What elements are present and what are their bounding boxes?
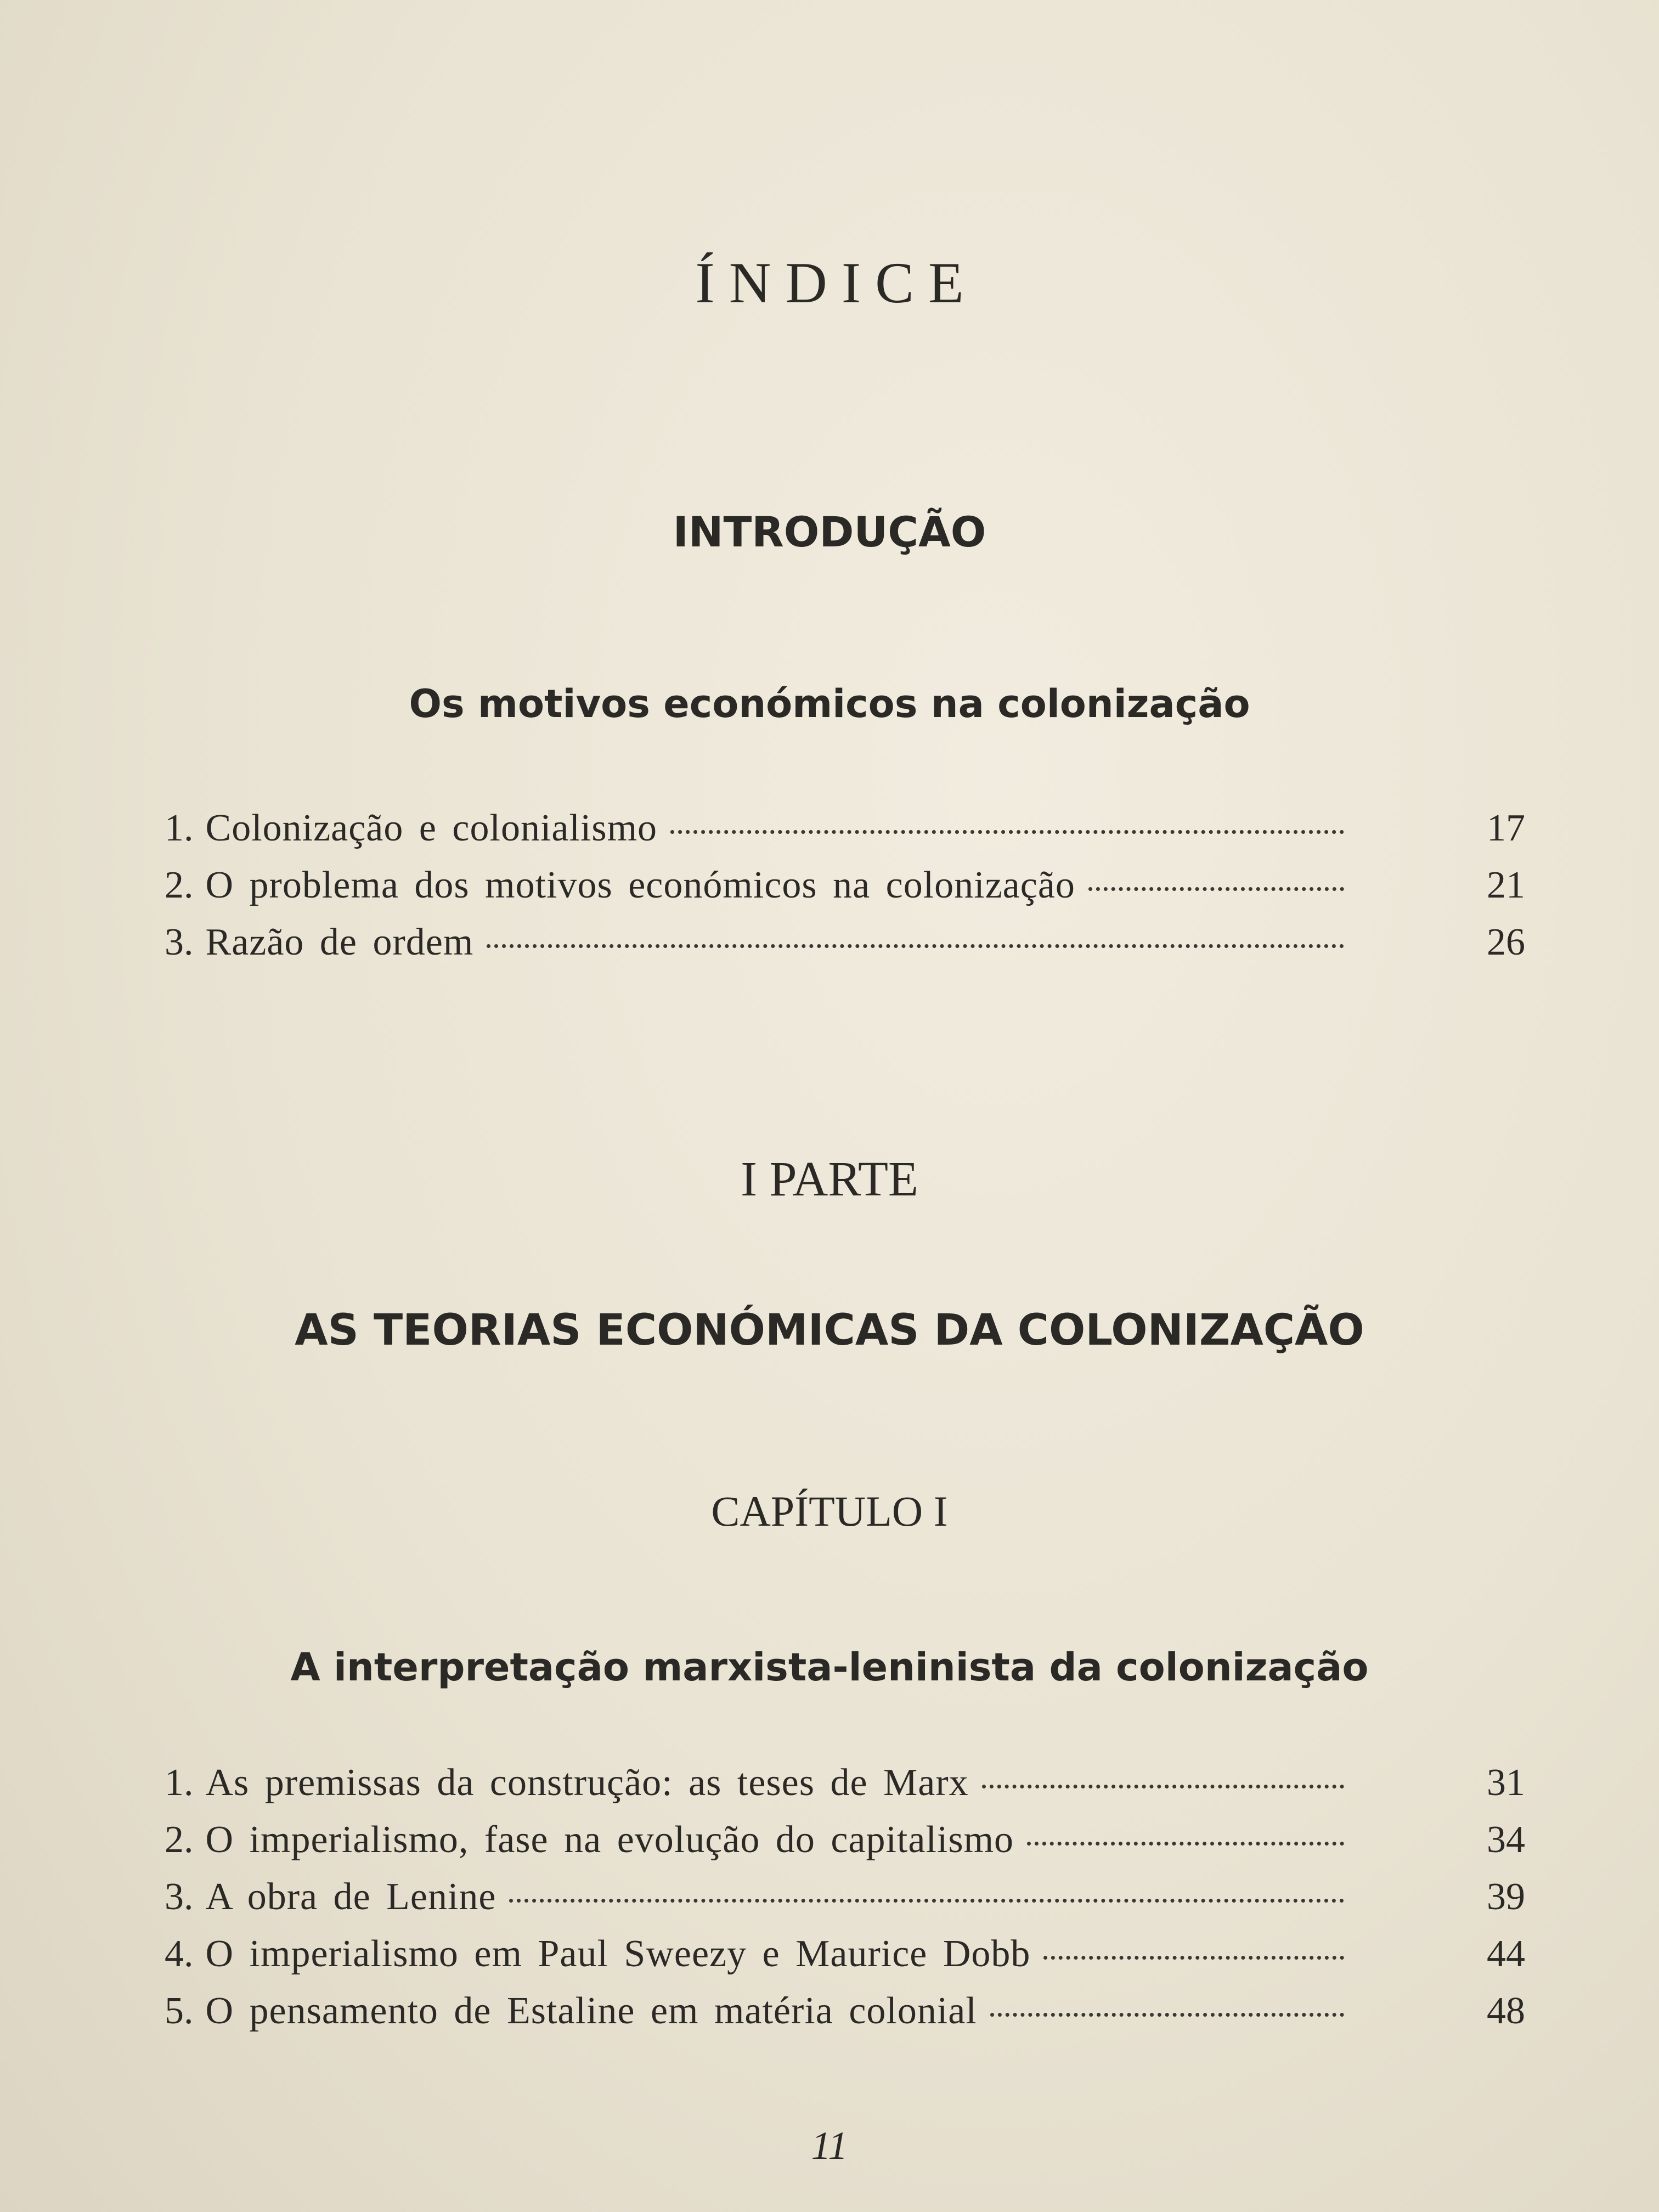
toc-row bbox=[165, 806, 1525, 864]
toc-entry bbox=[165, 806, 1344, 850]
introduction-subtitle: Os motivos económicos na colonização bbox=[409, 681, 1250, 726]
toc-text: Razão de ordem bbox=[205, 921, 474, 963]
toc-row bbox=[165, 1818, 1525, 1875]
toc-number: 3. bbox=[165, 921, 194, 963]
chapter-label: CAPÍTULO I bbox=[711, 1487, 948, 1535]
dot-leader bbox=[1043, 1956, 1344, 1960]
dot-leader bbox=[982, 1785, 1344, 1788]
toc-row bbox=[165, 1875, 1525, 1932]
dot-leader bbox=[990, 2013, 1344, 2017]
toc-page-number: 48 bbox=[1487, 1990, 1525, 2032]
part-label: I PARTE bbox=[741, 1152, 918, 1206]
introduction-toc bbox=[165, 806, 1525, 978]
toc-number: 1. bbox=[165, 807, 194, 849]
toc-entry bbox=[165, 1932, 1344, 1976]
toc-entry bbox=[165, 1761, 1344, 1805]
dot-leader bbox=[509, 1899, 1344, 1903]
part-title: AS TEORIAS ECONÓMICAS DA COLONIZAÇÃO bbox=[295, 1306, 1364, 1355]
toc-entry bbox=[165, 1875, 1344, 1919]
toc-text: O pensamento de Estaline em matéria colonial bbox=[205, 1990, 977, 2032]
toc-text: Colonização e colonialismo bbox=[205, 807, 658, 849]
toc-number: 1. bbox=[165, 1762, 194, 1804]
introduction-heading: INTRODUÇÃO bbox=[673, 507, 986, 556]
toc-page-number: 31 bbox=[1487, 1762, 1525, 1804]
chapter-subtitle: A interpretação marxista-leninista da colonização bbox=[290, 1645, 1369, 1690]
toc-number: 2. bbox=[165, 1819, 194, 1861]
toc-text: O imperialismo em Paul Sweezy e Maurice Dobb bbox=[205, 1933, 1031, 1975]
toc-row bbox=[165, 1989, 1525, 2046]
toc-entry bbox=[165, 864, 1344, 907]
toc-entry bbox=[165, 1818, 1344, 1862]
toc-row bbox=[165, 921, 1525, 978]
toc-number: 4. bbox=[165, 1933, 194, 1975]
toc-row bbox=[165, 1761, 1525, 1818]
toc-page-number: 44 bbox=[1487, 1933, 1525, 1975]
toc-entry bbox=[165, 1989, 1344, 2033]
page-number: 11 bbox=[811, 2124, 848, 2168]
toc-entry bbox=[165, 921, 1344, 964]
toc-number: 5. bbox=[165, 1990, 194, 2032]
dot-leader bbox=[487, 944, 1344, 948]
toc-page-number: 17 bbox=[1487, 807, 1525, 849]
dot-leader bbox=[1027, 1842, 1344, 1846]
toc-text: O problema dos motivos económicos na colonização bbox=[205, 864, 1075, 906]
dot-leader bbox=[670, 830, 1344, 834]
toc-number: 2. bbox=[165, 864, 194, 906]
toc-number: 3. bbox=[165, 1876, 194, 1918]
toc-row bbox=[165, 1932, 1525, 1989]
page-title: ÍNDICE bbox=[695, 251, 978, 315]
toc-page-number: 21 bbox=[1487, 864, 1525, 906]
toc-page-number: 34 bbox=[1487, 1819, 1525, 1861]
dot-leader bbox=[1088, 887, 1344, 891]
toc-text: As premissas da construção: as teses de Marx bbox=[205, 1762, 969, 1804]
toc-text: O imperialismo, fase na evolução do capitalismo bbox=[205, 1819, 1014, 1861]
chapter-toc bbox=[165, 1761, 1525, 2046]
toc-text: A obra de Lenine bbox=[205, 1876, 496, 1918]
toc-page-number: 26 bbox=[1487, 921, 1525, 963]
toc-row bbox=[165, 864, 1525, 921]
toc-page-number: 39 bbox=[1487, 1876, 1525, 1918]
